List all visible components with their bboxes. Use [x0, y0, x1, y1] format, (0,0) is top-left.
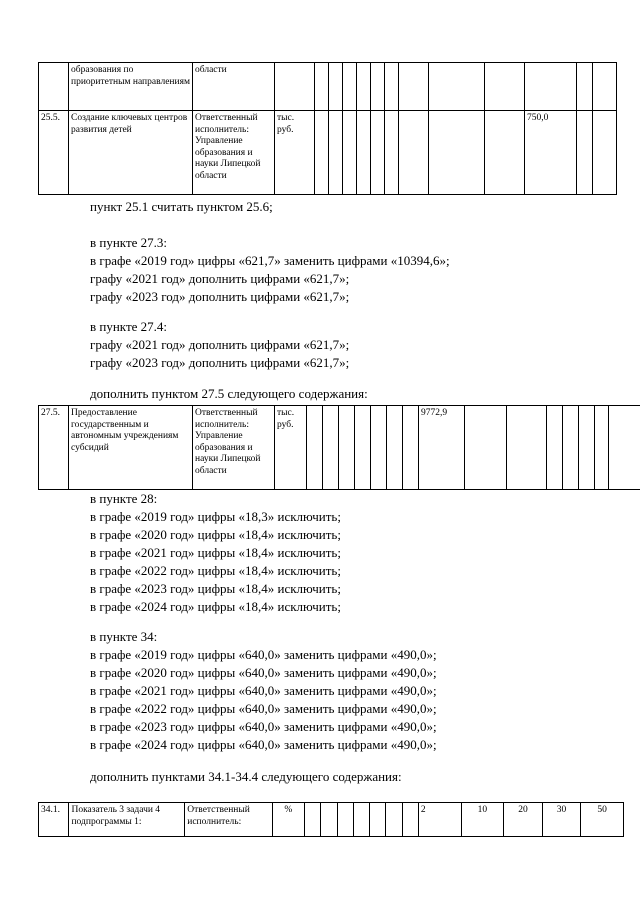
paragraph-line: в графе «2022 год» цифры «18,4» исключить; — [90, 563, 341, 578]
row-value: 20 — [504, 803, 543, 837]
amendment-item-27-3 — [90, 234, 450, 306]
empty-cell — [547, 406, 563, 490]
paragraph-line: в графе «2023 год» цифры «18,4» исключить; — [90, 581, 341, 596]
empty-cell — [403, 406, 419, 490]
empty-cell — [371, 111, 385, 195]
row-unit: тыс. руб. — [275, 111, 315, 195]
paragraph-line: в графе «2023 год» цифры «640,0» заменить цифрами «490,0»; — [90, 719, 437, 734]
row-name: Показатель 3 задачи 4 подпрограммы 1: — [69, 803, 185, 837]
program-table-34-1 — [38, 802, 624, 837]
empty-cell — [385, 111, 399, 195]
empty-cell — [609, 406, 640, 490]
empty-cell — [577, 63, 593, 111]
row-unit: тыс. руб. — [275, 406, 307, 490]
paragraph-line: дополнить пунктом 27.5 следующего содержания: — [90, 386, 368, 401]
paragraph-line: в пункте 28: — [90, 491, 158, 506]
empty-cell — [323, 406, 339, 490]
paragraph-line: пункт 25.1 считать пунктом 25.6; — [90, 199, 273, 214]
paragraph-line: графу «2021 год» дополнить цифрами «621,7»; — [90, 337, 350, 352]
amendment-item-28 — [90, 490, 341, 616]
table-row — [39, 63, 617, 111]
row-executor: Ответственный исполнитель: — [185, 803, 272, 837]
empty-cell — [315, 111, 329, 195]
empty-cell — [563, 406, 579, 490]
paragraph-line: в графе «2020 год» цифры «18,4» исключить; — [90, 527, 341, 542]
empty-cell — [485, 63, 525, 111]
paragraph-line: в пункте 27.3: — [90, 235, 168, 250]
row-value: 2 — [418, 803, 461, 837]
amendment-item-34 — [90, 628, 437, 754]
empty-cell — [399, 111, 429, 195]
paragraph-line: в графе «2019 год» цифры «640,0» заменить цифрами «490,0»; — [90, 647, 437, 662]
row-number: 25.5. — [39, 111, 69, 195]
row-value: 750,0 — [525, 111, 577, 195]
empty-cell — [593, 111, 617, 195]
empty-cell — [577, 111, 593, 195]
paragraph-line: в графе «2020 год» цифры «640,0» заменить цифрами «490,0»; — [90, 665, 437, 680]
paragraph-line: в графе «2019 год» цифры «18,3» исключить; — [90, 509, 341, 524]
row-number: 34.1. — [39, 803, 69, 837]
row-number — [39, 63, 69, 111]
paragraph-line: в графе «2024 год» цифры «18,4» исключить; — [90, 599, 341, 614]
row-executor: Ответственный исполнитель: Управление образования и науки Липецкой области — [193, 111, 275, 195]
row-executor: области — [193, 63, 275, 111]
empty-cell — [337, 803, 353, 837]
paragraph-line: в графе «2024 год» цифры «640,0» заменить цифрами «490,0»; — [90, 737, 437, 752]
empty-cell — [305, 803, 321, 837]
empty-cell — [385, 63, 399, 111]
amendment-add-27-5 — [90, 385, 368, 403]
empty-cell — [321, 803, 337, 837]
table-row — [39, 111, 617, 195]
empty-cell — [579, 406, 595, 490]
row-value: 50 — [581, 803, 624, 837]
amendment-renumber — [90, 198, 273, 216]
row-value: 30 — [542, 803, 581, 837]
row-name: Предоставление государственным и автономным учреждениям субсидий — [69, 406, 193, 490]
table-row — [39, 406, 640, 490]
empty-cell — [370, 803, 386, 837]
amendment-add-34 — [90, 768, 402, 786]
empty-cell — [355, 406, 371, 490]
paragraph-line: дополнить пунктами 34.1-34.4 следующего содержания: — [90, 769, 402, 784]
paragraph-line: графу «2023 год» дополнить цифрами «621,7»; — [90, 289, 350, 304]
empty-cell — [507, 406, 547, 490]
empty-cell — [315, 63, 329, 111]
empty-cell — [329, 63, 343, 111]
row-value: 10 — [461, 803, 504, 837]
empty-cell — [353, 803, 369, 837]
empty-cell — [525, 63, 577, 111]
empty-cell — [429, 63, 485, 111]
empty-cell — [371, 406, 387, 490]
paragraph-line: в пункте 34: — [90, 629, 158, 644]
empty-cell — [399, 63, 429, 111]
empty-cell — [387, 406, 403, 490]
amendment-item-27-4 — [90, 318, 349, 372]
paragraph-line: в графе «2021 год» цифры «18,4» исключить; — [90, 545, 341, 560]
program-table-27-5 — [38, 405, 640, 490]
row-executor: Ответственный исполнитель: Управление образования и науки Липецкой области — [193, 406, 275, 490]
empty-cell — [357, 63, 371, 111]
empty-cell — [386, 803, 402, 837]
empty-cell — [307, 406, 323, 490]
empty-cell — [371, 63, 385, 111]
paragraph-line: в графе «2019 год» цифры «621,7» заменить цифрами «10394,6»; — [90, 253, 450, 268]
row-name: Создание ключевых центров развития детей — [69, 111, 193, 195]
empty-cell — [357, 111, 371, 195]
paragraph-line: графу «2021 год» дополнить цифрами «621,7»; — [90, 271, 350, 286]
empty-cell — [593, 63, 617, 111]
table-row — [39, 803, 624, 837]
empty-cell — [595, 406, 609, 490]
empty-cell — [465, 406, 507, 490]
empty-cell — [402, 803, 418, 837]
empty-cell — [485, 111, 525, 195]
empty-cell — [343, 111, 357, 195]
empty-cell — [343, 63, 357, 111]
empty-cell — [339, 406, 355, 490]
empty-cell — [429, 111, 485, 195]
row-name: образования по приоритетным направлениям — [69, 63, 193, 111]
paragraph-line: в графе «2021 год» цифры «640,0» заменить цифрами «490,0»; — [90, 683, 437, 698]
row-unit — [275, 63, 315, 111]
row-value: 9772,9 — [419, 406, 465, 490]
row-unit: % — [272, 803, 305, 837]
paragraph-line: в пункте 27.4: — [90, 319, 168, 334]
paragraph-line: графу «2023 год» дополнить цифрами «621,7»; — [90, 355, 350, 370]
row-number: 27.5. — [39, 406, 69, 490]
empty-cell — [329, 111, 343, 195]
paragraph-line: в графе «2022 год» цифры «640,0» заменить цифрами «490,0»; — [90, 701, 437, 716]
program-table-top — [38, 62, 617, 195]
